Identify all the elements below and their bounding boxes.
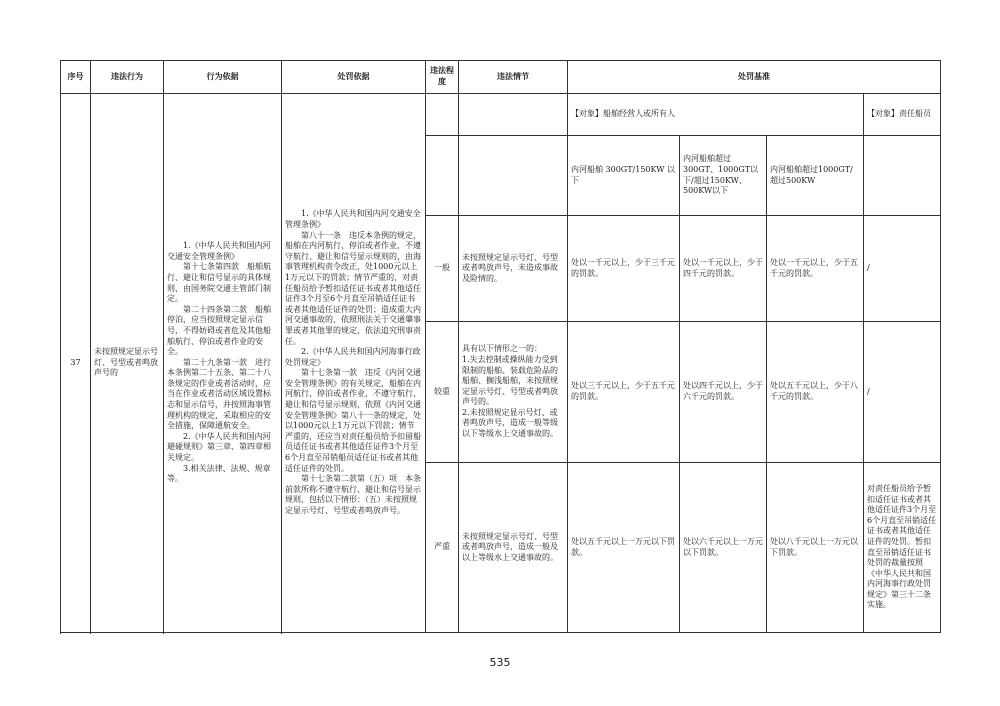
size-class-medium: 内河船舶超过300GT、1000GT以下/超过150KW、500KW以下 <box>680 136 767 216</box>
penalty-basis-para: 第十七条第二款第（五）项 本条前款所称不遵守航行、避让和信号显示规则，包括以下情形：（五）未按照规定显示号灯、号型或者鸣放声号。 <box>285 474 421 516</box>
blank-cell <box>459 136 568 216</box>
seq-cell: 37 <box>61 94 91 633</box>
degree-general: 一般 <box>426 216 459 322</box>
fine-severe-small: 处以五千元以上一万元以下罚款。 <box>568 463 680 633</box>
header-benchmark: 处罚基准 <box>568 61 941 94</box>
crew-severe: 对责任船员给予暂扣适任证书或者其他适任证件3个月至6个月直至吊销适任证书或者其他适任证件的处罚。暂扣直至吊销适任证书处罚的裁量按照《中华人民共和国内河海事行政处罚规定》第三十二条实施。 <box>864 463 941 633</box>
blank-cell <box>426 136 459 216</box>
penalty-basis-cell <box>282 94 426 633</box>
header-penalty-basis: 处罚依据 <box>282 61 426 94</box>
blank-cell <box>864 136 941 216</box>
crew-general: / <box>864 216 941 322</box>
act-basis-para: 1.《中华人民共和国内河交通安全管理条例》 <box>167 241 271 261</box>
header-row <box>61 61 941 94</box>
penalty-basis-para: 第十七条第一款 违反《内河交通安全管理条例》的有关规定，船舶在内河航行、停泊或者作业，不遵守航行、避让和信号显示规则，依照《内河交通安全管理条例》第八十一条的规定，处以1000元以上1万元以下罚款；情节严重的，还应当对责任船员给予扣留船员适任证书或者其他适任证件3个月至6个月直至吊销船员适任证书或者其他适任证件的处罚。 <box>285 368 421 473</box>
fine-serious-medium: 处以四千元以上，少于六千元的罚款。 <box>680 322 767 463</box>
header-violation-act: 违法行为 <box>91 61 164 94</box>
header-circumstance: 违法情节 <box>459 61 568 94</box>
penalty-basis-para: 2.《中华人民共和国内河海事行政处罚规定》 <box>285 347 421 367</box>
circumstance-general: 未按照规定显示号灯、号型或者鸣放声号，未造成事故及险情的。 <box>459 216 568 322</box>
penalty-basis-para: 1.《中华人民共和国内河交通安全管理条例》 <box>285 209 421 229</box>
blank-cell <box>426 94 459 136</box>
act-basis-para: 第二十九条第一款 进行本条例第二十五条、第二十八条规定的作业或者活动时，应当在作业或者活动区域设置标志和显示信号，并按照海事管理机构的规定，采取相应的安全措施，保障通航安全。 <box>167 357 271 431</box>
blank-cell <box>459 94 568 136</box>
fine-severe-large: 处以八千元以上一万元以下罚款。 <box>767 463 864 633</box>
fine-serious-small: 处以三千元以上，少于五千元的罚款。 <box>568 322 680 463</box>
fine-general-medium: 处以一千元以上，少于四千元的罚款。 <box>680 216 767 322</box>
fine-general-large: 处以一千元以上，少于五千元的罚款。 <box>767 216 864 322</box>
circumstance-severe: 未按照规定显示号灯、号型或者鸣放声号，造成一般及以上等级水上交通事故的。 <box>459 463 568 633</box>
object-row <box>61 94 941 136</box>
act-basis-para: 第二十四条第二款 船舶停泊，应当按照规定显示信号，不得妨碍或者危及其他船舶航行、停泊或者作业的安全。 <box>167 304 271 357</box>
degree-severe: 严重 <box>426 463 459 633</box>
header-degree: 违法程度 <box>426 61 459 94</box>
size-class-small: 内河船舶 300GT/150KW 以下 <box>568 136 680 216</box>
header-act-basis: 行为依据 <box>164 61 282 94</box>
size-class-large: 内河船舶超过1000GT/超过500KW <box>767 136 864 216</box>
crew-serious: / <box>864 322 941 463</box>
page-number: 535 <box>489 656 511 669</box>
fine-general-small: 处以一千元以上，少于三千元的罚款。 <box>568 216 680 322</box>
header-seq: 序号 <box>61 61 91 94</box>
act-basis-para: 第十七条第四款 船舶航行、避让和信号显示的具体规则，由国务院交通主管部门制定。 <box>167 262 271 304</box>
degree-serious: 较重 <box>426 322 459 463</box>
object-crew: 【对象】责任船员 <box>864 94 941 136</box>
fine-severe-medium: 处以六千元以上一万元以下罚款。 <box>680 463 767 633</box>
act-basis-para: 3.相关法律、法规、规章等。 <box>167 463 271 484</box>
act-basis-cell <box>164 94 282 633</box>
penalty-benchmark-table <box>60 60 941 633</box>
fine-serious-large: 处以五千元以上，少于八千元的罚款。 <box>767 322 864 463</box>
circumstance-serious: 具有以下情形之一的： 1.失去控制或操纵能力受到限制的船舶、装载危险品的船舶、搁浅船舶，未按照规定显示号灯、号型或者鸣放声号的。 2.未按照规定显示号灯、或者鸣放声号，造成一般等级以下等级水上交通事故的。 <box>459 322 568 463</box>
act-basis-para: 2.《中华人民共和国内河避碰规则》第三章、第四章相关规定。 <box>167 431 271 463</box>
penalty-basis-para: 第八十一条 违反本条例的规定，船舶在内河航行、停泊或者作业，不遵守航行、避让和信号显示规则的，由海事管理机构责令改正，处1000元以上1万元以下的罚款；情节严重的，对责任船员给予暂扣适任证书或者其他适任证件3个月至6个月直至吊销适任证书或者其他适任证件的处罚；造成重大内河交通事故的，依照刑法关于交通肇事罪或者其他罪的规定，依法追究刑事责任。 <box>285 230 421 346</box>
violation-act-cell: 未按照规定显示号灯、号型或者鸣放声号的 <box>91 94 164 633</box>
object-operator: 【对象】船舶经营人或所有人 <box>568 94 864 136</box>
